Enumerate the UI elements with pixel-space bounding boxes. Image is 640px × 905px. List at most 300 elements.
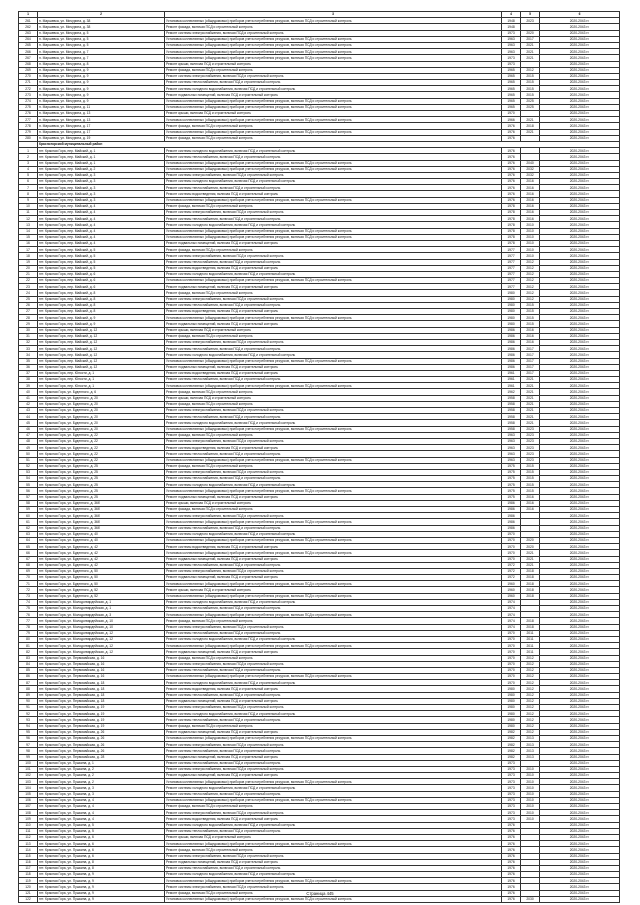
table-cell: Ремонт системы теплоснабжения, включая ПСД и строительный контроль [165, 377, 502, 383]
table-cell: Ремонт фасада, включая ПСД и строительный контроль [165, 618, 502, 624]
table-cell: 115 [19, 853, 38, 859]
table-cell: 84 [19, 661, 38, 667]
table-cell: пгт. Красная Гора, ул. Буденного, д. 36б [38, 519, 165, 525]
table-cell: Ремонт фасада, включая ПСД и строительный контроль [165, 723, 502, 729]
table-cell: 2020-2043 гг. [540, 247, 620, 253]
table-cell: 1966 [502, 117, 521, 123]
table-cell: 1976 [502, 896, 521, 902]
table-cell: п. Маршевка, ул. Мичурина, д. 38 [38, 24, 165, 30]
table-cell: 75 [19, 606, 38, 612]
table-cell: 2020-2043 гг. [540, 791, 620, 797]
table-cell: 2020-2043 гг. [540, 544, 620, 550]
table-cell: Ремонт системы теплоснабжения, включая ПСД и строительный контроль [165, 346, 502, 352]
table-cell: пгт. Красная Гора, ул. Буденного, д. 25 [38, 488, 165, 494]
table-cell: 2013 [521, 748, 540, 754]
table-cell: 2012 [521, 698, 540, 704]
table-cell: Ремонт системы электроснабжения, включая ПСД и строительный контроль [165, 30, 502, 36]
table-cell: пгт. Красная Гора, ул. Первомайская, д. 19 [38, 717, 165, 723]
table-cell: 2020-2043 гг. [540, 228, 620, 234]
table-cell: 1973 [502, 766, 521, 772]
table-cell: Установка коллективных (общедомовых) приборов учета потребления ресурсов, включая ПСД и строительный контроль [165, 228, 502, 234]
table-cell: пгт. Красная Гора, ул. Молодогвардейская, д. 12 [38, 630, 165, 636]
table-cell: 2025 [521, 98, 540, 104]
table-cell: 2012 [521, 655, 540, 661]
table-cell: 101 [19, 766, 38, 772]
table-cell: Ремонт подвальных помещений, включая ПСД и строительный контроль [165, 364, 502, 370]
table-cell: 4 [19, 166, 38, 172]
table-cell: 2020-2043 гг. [540, 630, 620, 636]
table-cell: пгт. Красная Гора, ул. Молодогвардейская, д. 12 [38, 649, 165, 655]
table-cell: 1976 [502, 179, 521, 185]
table-cell: 2020-2043 гг. [540, 587, 620, 593]
table-cell: 2 [19, 154, 38, 160]
table-cell: 2020-2043 гг. [540, 216, 620, 222]
table-cell: 2020-2043 гг. [540, 841, 620, 847]
table-cell: Ремонт подвальных помещений, включая ПСД и строительный контроль [165, 494, 502, 500]
table-cell: пгт. Красная Гора, ул. Буденного, д. 36б [38, 507, 165, 513]
table-cell: 265 [19, 42, 38, 48]
table-cell: 2021 [521, 408, 540, 414]
table-cell: пгт. Красная Гора, ул. Буденного, д. 50 [38, 581, 165, 587]
table-cell: 1963 [502, 49, 521, 55]
table-cell: Установка коллективных (общедомовых) приборов учета потребления ресурсов, включая ПСД и строительный контроль [165, 593, 502, 599]
table-cell: 23 [19, 284, 38, 290]
table-cell: пгт. Красная Гора, ул. Буденного, д. 22 [38, 438, 165, 444]
table-cell: 2021 [521, 395, 540, 401]
table-cell: Ремонт фасада, включая ПСД и строительный контроль [165, 507, 502, 513]
table-cell: 2016 [521, 507, 540, 513]
table-cell: 14 [19, 228, 38, 234]
table-cell: пгт. Красная Гора, ул. Молодогвардейская, д. 1 [38, 599, 165, 605]
table-cell: 2020-2043 гг. [540, 67, 620, 73]
table-cell: 1982 [502, 754, 521, 760]
table-cell: Установка коллективных (общедомовых) приборов учета потребления ресурсов, включая ПСД и строительный контроль [165, 488, 502, 494]
table-cell: 2020-2043 гг. [540, 352, 620, 358]
table-cell: 2020-2043 гг. [540, 327, 620, 333]
table-cell: Установка коллективных (общедомовых) приборов учета потребления ресурсов, включая ПСД и строительный контроль [165, 383, 502, 389]
table-cell: 2020-2043 гг. [540, 692, 620, 698]
table-cell: 2021 [521, 377, 540, 383]
table-cell: 2020-2043 гг. [540, 364, 620, 370]
table-cell: 2020-2043 гг. [540, 420, 620, 426]
table-cell: 67 [19, 556, 38, 562]
table-cell: 2018 [521, 123, 540, 129]
table-cell: Ремонт системы холодного водоснабжения, включая ПСД и строительный контроль [165, 872, 502, 878]
table-cell: 1960 [502, 581, 521, 587]
table-cell: 109 [19, 816, 38, 822]
table-cell: пгт. Красная Гора, пер. Майский, д. 12 [38, 333, 165, 339]
table-cell: 2013 [521, 742, 540, 748]
table-cell: 1980 [502, 711, 521, 717]
table-cell: 2010 [521, 785, 540, 791]
table-cell: 2020-2043 гг. [540, 575, 620, 581]
table-cell: 2020-2043 гг. [540, 401, 620, 407]
table-cell: 1974 [502, 606, 521, 612]
table-cell: Ремонт системы электроснабжения, включая ПСД и строительный контроль [165, 210, 502, 216]
table-cell: 2016 [521, 210, 540, 216]
table-cell: Ремонт системы электроснабжения, включая ПСД и строительный контроль [165, 513, 502, 519]
table-cell: 1977 [502, 271, 521, 277]
table-cell: 2010 [521, 222, 540, 228]
table-cell: Ремонт подвальных помещений, включая ПСД и строительный контроль [165, 773, 502, 779]
table-cell: пгт. Красная Гора, ул. Первомайская, д. 16 [38, 667, 165, 673]
table-cell: Ремонт системы электроснабжения, включая ПСД и строительный контроль [165, 884, 502, 890]
table-cell: 85 [19, 667, 38, 673]
table-cell: 2020-2043 гг. [540, 494, 620, 500]
table-cell: пгт. Красная Гора, пер. Майский, д. 12 [38, 364, 165, 370]
table-cell: пгт. Красная Гора, ул. Первомайская, д. 18 [38, 680, 165, 686]
table-cell: 1973 [502, 785, 521, 791]
table-cell: пгт. Красная Гора, пер. Майский, д. 4 [38, 216, 165, 222]
table-cell: пгт. Красная Гора, ул. Первомайская, д. 18 [38, 698, 165, 704]
table-cell: 1978 [502, 234, 521, 240]
table-cell: 20 [19, 265, 38, 271]
table-cell: 1970 [502, 537, 521, 543]
table-cell: 2021 [521, 420, 540, 426]
table-cell: Ремонт системы водоотведения, включая ПСД и строительный контроль [165, 686, 502, 692]
table-cell: 2015 [521, 482, 540, 488]
table-cell: Установка коллективных (общедомовых) приборов учета потребления ресурсов, включая ПСД и строительный контроль [165, 117, 502, 123]
table-cell: 263 [19, 30, 38, 36]
table-cell: 2012 [521, 729, 540, 735]
table-cell: 1980 [502, 698, 521, 704]
table-cell: 105 [19, 791, 38, 797]
table-cell: 2020-2043 гг. [540, 482, 620, 488]
table-cell: 91 [19, 705, 38, 711]
table-cell: 2018 [521, 618, 540, 624]
table-cell: 2010 [521, 228, 540, 234]
table-cell: 2020-2043 гг. [540, 896, 620, 902]
table-cell: Ремонт подвальных помещений, включая ПСД и строительный контроль [165, 92, 502, 98]
table-cell: 2020-2043 гг. [540, 735, 620, 741]
header-cell: 4 [502, 12, 521, 18]
table-cell: 2020-2043 гг. [540, 55, 620, 61]
table-cell: Ремонт крыши, включая ПСД и строительный контроль [165, 111, 502, 117]
table-cell: 2020-2043 гг. [540, 890, 620, 896]
table-cell: пгт. Красная Гора, ул. Пушкина, д. 5 [38, 822, 165, 828]
table-cell: 1970 [502, 643, 521, 649]
table-cell: Ремонт фасада, включая ПСД и строительный контроль [165, 463, 502, 469]
table-cell: 2020-2043 гг. [540, 828, 620, 834]
table-cell: 1963 [502, 432, 521, 438]
table-cell: 1976 [502, 841, 521, 847]
table-cell: 16 [19, 240, 38, 246]
table-cell: 1975 [502, 488, 521, 494]
table-cell: Ремонт системы холодного водоснабжения, включая ПСД и строительный контроль [165, 482, 502, 488]
table-cell: 2020-2043 гг. [540, 550, 620, 556]
table-cell: пгт. Красная Гора, ул. Буденного, д. 22 [38, 445, 165, 451]
table-cell: 2020-2043 гг. [540, 222, 620, 228]
table-cell: 2013 [521, 754, 540, 760]
table-cell: 2020-2043 гг. [540, 804, 620, 810]
table-cell: Ремонт фасада, включая ПСД и строительный контроль [165, 847, 502, 853]
table-cell: 116 [19, 859, 38, 865]
table-cell: 31 [19, 333, 38, 339]
table-cell: п. Маршевка, ул. Мичурина, д. 8 [38, 61, 165, 67]
table-cell: 2020 [521, 544, 540, 550]
table-cell: 2020-2043 гг. [540, 674, 620, 680]
table-cell: Ремонт системы теплоснабжения, включая ПСД и строительный контроль [165, 302, 502, 308]
table-cell: пгт. Красная Гора, ул. Молодогвардейская, д. 1 [38, 606, 165, 612]
table-cell: 1973 [502, 791, 521, 797]
table-cell: Ремонт системы водоотведения, включая ПСД и строительный контроль [165, 191, 502, 197]
table-cell: 2012 [521, 717, 540, 723]
table-cell: 2010 [521, 253, 540, 259]
table-cell: п. Маршевка, ул. Мичурина, д. 5 [38, 42, 165, 48]
table-cell: пгт. Красная Гора, ул. Буденного, д. 20 [38, 408, 165, 414]
table-cell: 66 [19, 550, 38, 556]
table-cell: 2020-2043 гг. [540, 358, 620, 364]
table-cell: 106 [19, 797, 38, 803]
table-cell: 1970 [502, 636, 521, 642]
table-cell: 1973 [502, 797, 521, 803]
table-cell: 2020-2043 гг. [540, 680, 620, 686]
table-cell: 93 [19, 717, 38, 723]
table-cell: 1973 [502, 30, 521, 36]
table-cell: Ремонт системы холодного водоснабжения, включая ПСД и строительный контроль [165, 785, 502, 791]
header-cell: 3 [165, 12, 502, 18]
table-cell: 1977 [502, 259, 521, 265]
table-cell: 1976 [502, 185, 521, 191]
table-cell: 77 [19, 618, 38, 624]
table-cell: 18 [19, 253, 38, 259]
table-cell: пгт. Красная Гора, ул. Пушкина, д. 6 [38, 841, 165, 847]
table-cell: Ремонт системы электроснабжения, включая ПСД и строительный контроль [165, 661, 502, 667]
table-cell: 2020-2043 гг. [540, 624, 620, 630]
table-cell: Установка коллективных (общедомовых) приборов учета потребления ресурсов, включая ПСД и строительный контроль [165, 426, 502, 432]
table-cell: пгт. Красная Гора, пер. Майский, д. 1 [38, 154, 165, 160]
table-cell: 1980 [502, 290, 521, 296]
table-cell: 69 [19, 568, 38, 574]
table-cell: пгт. Красная Гора, ул. Пушкина, д. 4 [38, 797, 165, 803]
table-cell: Установка коллективных (общедомовых) приборов учета потребления ресурсов, включая ПСД и строительный контроль [165, 779, 502, 785]
table-cell: 2012 [521, 265, 540, 271]
table-cell: 22 [19, 278, 38, 284]
table-cell: 2020-2043 гг. [540, 172, 620, 178]
header-cell: 6 [540, 12, 620, 18]
table-cell: 2010 [521, 234, 540, 240]
table-cell: 114 [19, 847, 38, 853]
table-cell: 2020-2043 гг. [540, 148, 620, 154]
page-number: Страница 445 [306, 891, 334, 896]
table-cell: 2015 [521, 469, 540, 475]
table-cell: 61 [19, 519, 38, 525]
table-cell: пгт. Красная Гора, пер. Майский, д. 2 [38, 166, 165, 172]
table-cell: 1986 [502, 507, 521, 513]
table-cell: пгт. Красная Гора, ул. Первомайская, д. 16 [38, 674, 165, 680]
table-cell: 1961 [502, 383, 521, 389]
table-cell: 2016 [521, 197, 540, 203]
table-cell: пгт. Красная Гора, ул. Пушкина, д. 3 [38, 785, 165, 791]
table-cell: 2020-2043 гг. [540, 123, 620, 129]
table-cell: пгт. Красная Гора, ул. Пушкина, д. 8 [38, 859, 165, 865]
table-cell: 2015 [521, 463, 540, 469]
table-cell: 2020-2043 гг. [540, 606, 620, 612]
table-cell: 1970 [502, 556, 521, 562]
table-cell: 2018 [521, 581, 540, 587]
table-cell: 37 [19, 370, 38, 376]
table-cell: пгт. Красная Гора, ул. Пушкина, д. 3 [38, 791, 165, 797]
table-cell: 1965 [502, 98, 521, 104]
table-cell: пгт. Красная Гора, пер. Майский, д. 1 [38, 160, 165, 166]
table-cell: 1986 [502, 346, 521, 352]
table-cell: 2020-2043 гг. [540, 655, 620, 661]
table-cell: пгт. Красная Гора, ул. Пушкина, д. 8 [38, 865, 165, 871]
table-cell: Установка коллективных (общедомовых) приборов учета потребления ресурсов, включая ПСД и строительный контроль [165, 735, 502, 741]
table-cell: 103 [19, 779, 38, 785]
table-cell: 2020-2043 гг. [540, 339, 620, 345]
table-cell: 113 [19, 841, 38, 847]
table-cell: 2020-2043 гг. [540, 104, 620, 110]
table-cell: Ремонт системы теплоснабжения, включая ПСД и строительный контроль [165, 476, 502, 482]
table-cell: 2017 [521, 346, 540, 352]
table-cell: пгт. Красная Гора, пер. Майский, д. 8 [38, 296, 165, 302]
table-cell: 2018 [521, 575, 540, 581]
table-cell: 1976 [502, 847, 521, 853]
table-cell: пгт. Красная Гора, ул. Буденного, д. 52 [38, 593, 165, 599]
table-cell: 2020-2043 гг. [540, 389, 620, 395]
table-cell: 108 [19, 810, 38, 816]
table-cell: 2020-2043 гг. [540, 24, 620, 30]
table-cell: 2020-2043 гг. [540, 847, 620, 853]
table-cell: 2020-2043 гг. [540, 488, 620, 494]
table-cell: пгт. Красная Гора, пер. Майский, д. 4 [38, 203, 165, 209]
table-cell: Ремонт системы электроснабжения, включая ПСД и строительный контроль [165, 766, 502, 772]
table-cell: Установка коллективных (общедомовых) приборов учета потребления ресурсов, включая ПСД и строительный контроль [165, 166, 502, 172]
table-cell: 1980 [502, 705, 521, 711]
table-cell: 2020-2043 гг. [540, 853, 620, 859]
table-cell: Ремонт системы теплоснабжения, включая ПСД и строительный контроль [165, 828, 502, 834]
table-cell: 2020-2043 гг. [540, 698, 620, 704]
table-cell: 1977 [502, 253, 521, 259]
table-cell: 2020-2043 гг. [540, 717, 620, 723]
table-cell: 1960 [502, 593, 521, 599]
table-cell: 2023 [521, 432, 540, 438]
table-cell: 83 [19, 655, 38, 661]
table-cell: 1976 [502, 148, 521, 154]
table-cell: 2020-2043 гг. [540, 86, 620, 92]
table-cell: Ремонт крыши, включая ПСД и строительный контроль [165, 587, 502, 593]
table-cell: 2012 [521, 674, 540, 680]
table-cell: 2015 [521, 73, 540, 79]
table-cell: 35 [19, 358, 38, 364]
table-cell: 2020-2043 гг. [540, 748, 620, 754]
table-cell: 2016 [521, 185, 540, 191]
table-cell: Ремонт системы водоотведения, включая ПСД и строительный контроль [165, 445, 502, 451]
table-cell: 2012 [521, 711, 540, 717]
table-cell: Ремонт системы теплоснабжения, включая ПСД и строительный контроль [165, 154, 502, 160]
table-cell: пгт. Красная Гора, ул. Первомайская, д. 26 [38, 729, 165, 735]
table-cell: п. Маршевка, ул. Мичурина, д. 5 [38, 30, 165, 36]
table-cell: 2015 [521, 476, 540, 482]
table-cell: 17 [19, 247, 38, 253]
table-cell: 2015 [521, 302, 540, 308]
table-cell: 2020-2043 гг. [540, 259, 620, 265]
table-cell: 2011 [521, 630, 540, 636]
table-cell: пгт. Красная Гора, ул. Первомайская, д. 19 [38, 705, 165, 711]
table-cell: пгт. Красная Гора, пер. Майский, д. 6 [38, 284, 165, 290]
table-cell: 1962 [502, 389, 521, 395]
table-cell: 1 [19, 148, 38, 154]
table-cell: 97 [19, 742, 38, 748]
table-cell: 2020-2043 гг. [540, 117, 620, 123]
table-cell: 1973 [502, 773, 521, 779]
table-cell: 25 [19, 296, 38, 302]
table-cell: Ремонт системы теплоснабжения, включая ПСД и строительный контроль [165, 630, 502, 636]
table-cell: 280 [19, 135, 38, 141]
table-cell: 15 [19, 234, 38, 240]
table-cell: пгт. Красная Гора, пер. Майский, д. 4 [38, 234, 165, 240]
table-cell: 41 [19, 395, 38, 401]
table-cell: 1982 [502, 742, 521, 748]
table-cell: 1980 [502, 723, 521, 729]
table-cell: 273 [19, 92, 38, 98]
table-cell: 1975 [502, 482, 521, 488]
table-cell: Ремонт фасада, включая ПСД и строительный контроль [165, 432, 502, 438]
table-cell: Ремонт фасада, включая ПСД и строительный контроль [165, 203, 502, 209]
table-cell: 2020-2043 гг. [540, 581, 620, 587]
table-cell: Установка коллективных (общедомовых) приборов учета потребления ресурсов, включая ПСД и строительный контроль [165, 315, 502, 321]
table-cell: 261 [19, 18, 38, 24]
table-cell: пгт. Красная Гора, ул. Пушкина, д. 2 [38, 766, 165, 772]
table-cell: пгт. Красная Гора, ул. Буденного, д. 25 [38, 469, 165, 475]
table-cell: Установка коллективных (общедомовых) приборов учета потребления ресурсов, включая ПСД и строительный контроль [165, 581, 502, 587]
table-cell: 1976 [502, 884, 521, 890]
table-cell: пгт. Красная Гора, пер. Майский, д. 3 [38, 179, 165, 185]
table-cell: 2016 [521, 494, 540, 500]
table-cell: 49 [19, 445, 38, 451]
table-cell: 2020-2043 гг. [540, 321, 620, 327]
table-cell: пгт. Красная Гора, ул. Буденного, д. 25 [38, 463, 165, 469]
section-title: Красногорский муниципальный район [38, 141, 620, 147]
table-cell: Ремонт системы электроснабжения, включая ПСД и строительный контроль [165, 742, 502, 748]
table-cell: 2020-2043 гг. [540, 290, 620, 296]
table-cell: Ремонт системы холодного водоснабжения, включая ПСД и строительный контроль [165, 222, 502, 228]
table-cell: 2012 [521, 680, 540, 686]
table-cell: 2016 [521, 191, 540, 197]
table-cell: Установка коллективных (общедомовых) приборов учета потребления ресурсов, включая ПСД и строительный контроль [165, 234, 502, 240]
table-cell: пгт. Красная Гора, пер. Майский, д. 12 [38, 327, 165, 333]
table-cell: пгт. Красная Гора, ул. Пушкина, д. 6 [38, 853, 165, 859]
table-cell: 1970 [502, 649, 521, 655]
table-cell: 2020-2043 гг. [540, 451, 620, 457]
table-cell: 2021 [521, 383, 540, 389]
table-cell: 2020-2043 гг. [540, 302, 620, 308]
table-cell: 2020-2043 гг. [540, 395, 620, 401]
table-cell: 2023 [521, 438, 540, 444]
table-cell: Установка коллективных (общедомовых) приборов учета потребления ресурсов, включая ПСД и строительный контроль [165, 797, 502, 803]
table-cell: 82 [19, 649, 38, 655]
table-cell: пгт. Красная Гора, ул. Буденного, д. 50 [38, 575, 165, 581]
table-cell: 47 [19, 432, 38, 438]
table-cell: 1970 [502, 655, 521, 661]
table-cell: пгт. Красная Гора, ул. Пушкина, д. 9 [38, 884, 165, 890]
table-cell: 1976 [502, 129, 521, 135]
table-cell: 1978 [502, 210, 521, 216]
table-cell: 2020-2043 гг. [540, 525, 620, 531]
table-cell: 2020-2043 гг. [540, 519, 620, 525]
table-cell: 2020-2043 гг. [540, 463, 620, 469]
table-cell: 88 [19, 686, 38, 692]
table-cell: пгт. Красная Гора, пер. Юности, д. 1 [38, 383, 165, 389]
table-cell: 1974 [502, 624, 521, 630]
table-cell: пгт. Красная Гора, ул. Первомайская, д. 16 [38, 655, 165, 661]
table-cell: Ремонт системы теплоснабжения, включая ПСД и строительный контроль [165, 760, 502, 766]
table-cell: 2032 [521, 172, 540, 178]
table-cell: 2020-2043 гг. [540, 73, 620, 79]
table-cell: Установка коллективных (общедомовых) приборов учета потребления ресурсов, включая ПСД и строительный контроль [165, 519, 502, 525]
table-cell: 2020-2043 гг. [540, 766, 620, 772]
